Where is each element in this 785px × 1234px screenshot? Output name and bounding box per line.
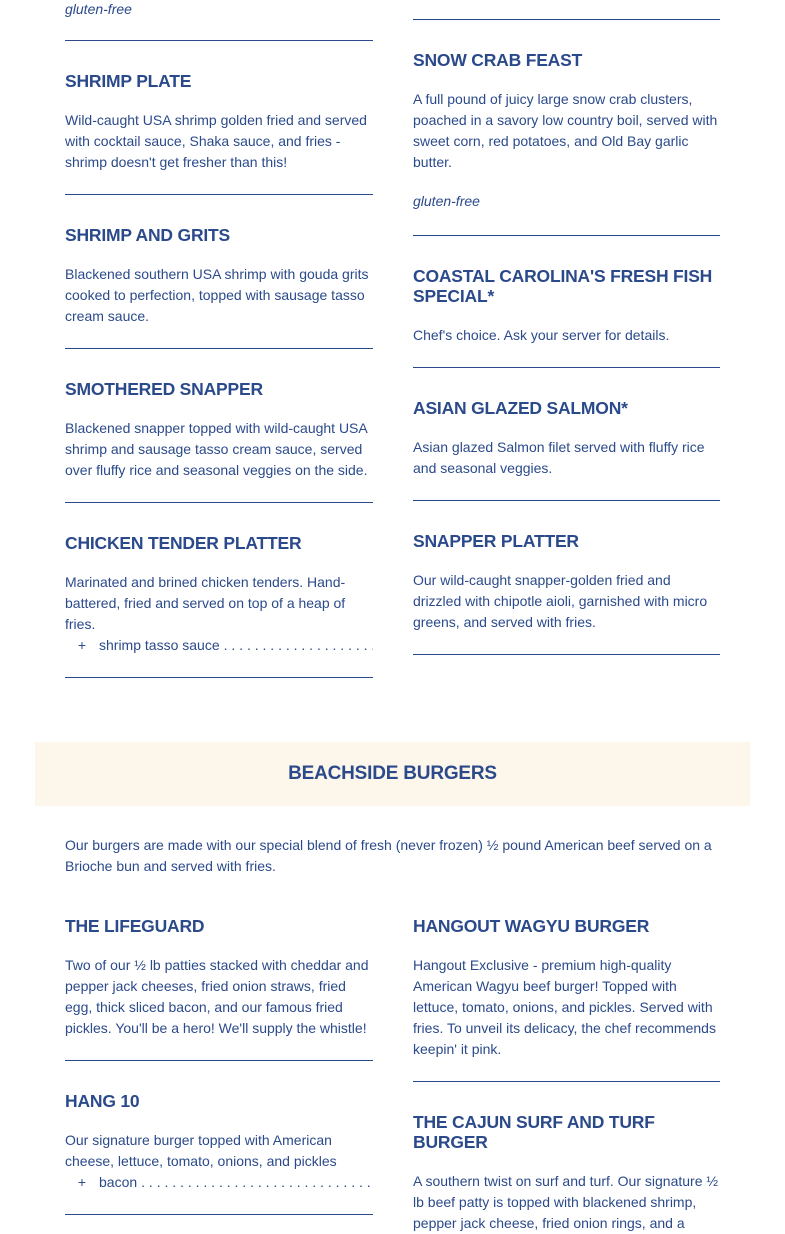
menu-item-addon — [65, 1172, 373, 1193]
menu-item-description: A southern twist on surf and turf. Our signature ½ lb beef patty is topped with blackened shrimp, pepper jack cheese, fried onion rings, and a — [413, 1173, 719, 1231]
menu-item-title: CHICKEN TENDER PLATTER — [65, 533, 302, 553]
gluten-free-tag: gluten-free — [413, 193, 480, 209]
gluten-free-tag: gluten-free — [65, 1, 132, 17]
divider — [413, 500, 720, 501]
menu-item-title: SHRIMP AND GRITS — [65, 225, 231, 245]
menu-item-hangout-wagyu-burger — [413, 916, 720, 1060]
menu-item-addon — [65, 635, 373, 656]
menu-item-title: SMOTHERED SNAPPER — [65, 379, 263, 399]
divider — [65, 502, 373, 503]
divider — [413, 235, 720, 236]
menu-item-snapper-platter — [413, 531, 720, 633]
menu-item-description: Blackened snapper topped with wild-caught USA shrimp and sausage tasso cream sauce, served over fluffy rice and seasonal veggies on the side. — [65, 420, 368, 478]
dot-leader — [141, 1172, 373, 1193]
menu-item-hang-10 — [65, 1091, 373, 1172]
menu-item-title: SNAPPER PLATTER — [413, 531, 579, 551]
section-intro: Our burgers are made with our special blend of fresh (never frozen) ½ pound American beef served on a Brioche bun and served with fries. — [65, 837, 712, 874]
menu-item-description: Our wild-caught snapper-golden fried and drizzled with chipotle aioli, garnished with micro greens, and served with fries. — [413, 572, 708, 630]
menu-item-description: Asian glazed Salmon filet served with fluffy rice and seasonal veggies. — [413, 439, 705, 476]
menu-item-title: THE CAJUN SURF AND TURF BURGER — [413, 1112, 655, 1152]
menu-item-description: Marinated and brined chicken tenders. Hand-battered, fried and served on top of a heap of fries. — [65, 574, 346, 632]
menu-item-title: SNOW CRAB FEAST — [413, 50, 583, 70]
menu-item-chicken-tender-platter — [65, 533, 373, 635]
menu-item-description: Blackened southern USA shrimp with gouda grits cooked to perfection, topped with sausage tasso cream sauce. — [65, 266, 369, 324]
menu-item-title: HANGOUT WAGYU BURGER — [413, 916, 650, 936]
divider — [65, 1214, 373, 1215]
section-title: BEACHSIDE BURGERS — [288, 763, 497, 784]
divider — [65, 348, 373, 349]
menu-item-title: COASTAL CAROLINA'S FRESH FISH SPECIAL* — [413, 266, 713, 306]
menu-item-cajun-surf-and-turf-burger — [413, 1112, 720, 1234]
menu-item-description: Two of our ½ lb patties stacked with cheddar and pepper jack cheeses, fried onion straws, fried egg, thick sliced bacon, and our famous fried pickles. You'll be a hero! We'll supply the whistle! — [65, 957, 369, 1036]
menu-item-description: Our signature burger topped with American cheese, lettuce, tomato, onions, and pickles — [65, 1132, 337, 1169]
divider — [413, 367, 720, 368]
divider — [65, 677, 373, 678]
menu-item-description: Hangout Exclusive - premium high-quality American Wagyu beef burger! Topped with lettuce, tomato, onions, and pickles. Served with fries. To unveil its delicacy, the chef recommends keepin' it pink. — [413, 957, 716, 1057]
divider — [65, 1060, 373, 1061]
divider — [65, 194, 373, 195]
menu-item-asian-glazed-salmon — [413, 398, 720, 479]
divider — [413, 19, 720, 20]
dot-leader — [224, 635, 373, 656]
menu-item-description: Wild-caught USA shrimp golden fried and served with cocktail sauce, Shaka sauce, and fries - shrimp doesn't get fresher than this! — [65, 112, 367, 170]
plus-icon: + — [77, 637, 87, 653]
menu-item-description: Chef's choice. Ask your server for details. — [413, 327, 670, 343]
menu-item-title: SHRIMP PLATE — [65, 71, 192, 91]
divider — [413, 1081, 720, 1082]
divider — [65, 40, 373, 41]
divider — [413, 654, 720, 655]
menu-item-smothered-snapper — [65, 379, 373, 481]
menu-item-title: ASIAN GLAZED SALMON* — [413, 398, 628, 418]
addon-label: shrimp tasso sauce — [99, 637, 220, 653]
menu-item-the-lifeguard — [65, 916, 373, 1039]
menu-item-snow-crab-feast — [413, 50, 720, 210]
section-header-burgers — [35, 742, 750, 806]
menu-item-title: HANG 10 — [65, 1091, 140, 1111]
plus-icon: + — [77, 1174, 87, 1190]
menu-item-description: A full pound of juicy large snow crab clusters, poached in a savory low country boil, served with sweet corn, red potatoes, and Old Bay garlic butter. — [413, 91, 718, 170]
menu-item-shrimp-and-grits — [65, 225, 373, 327]
menu-item-fresh-fish-special — [413, 266, 720, 346]
addon-label: bacon — [99, 1174, 138, 1190]
menu-item-shrimp-plate — [65, 71, 373, 173]
menu-item-title: THE LIFEGUARD — [65, 916, 205, 936]
